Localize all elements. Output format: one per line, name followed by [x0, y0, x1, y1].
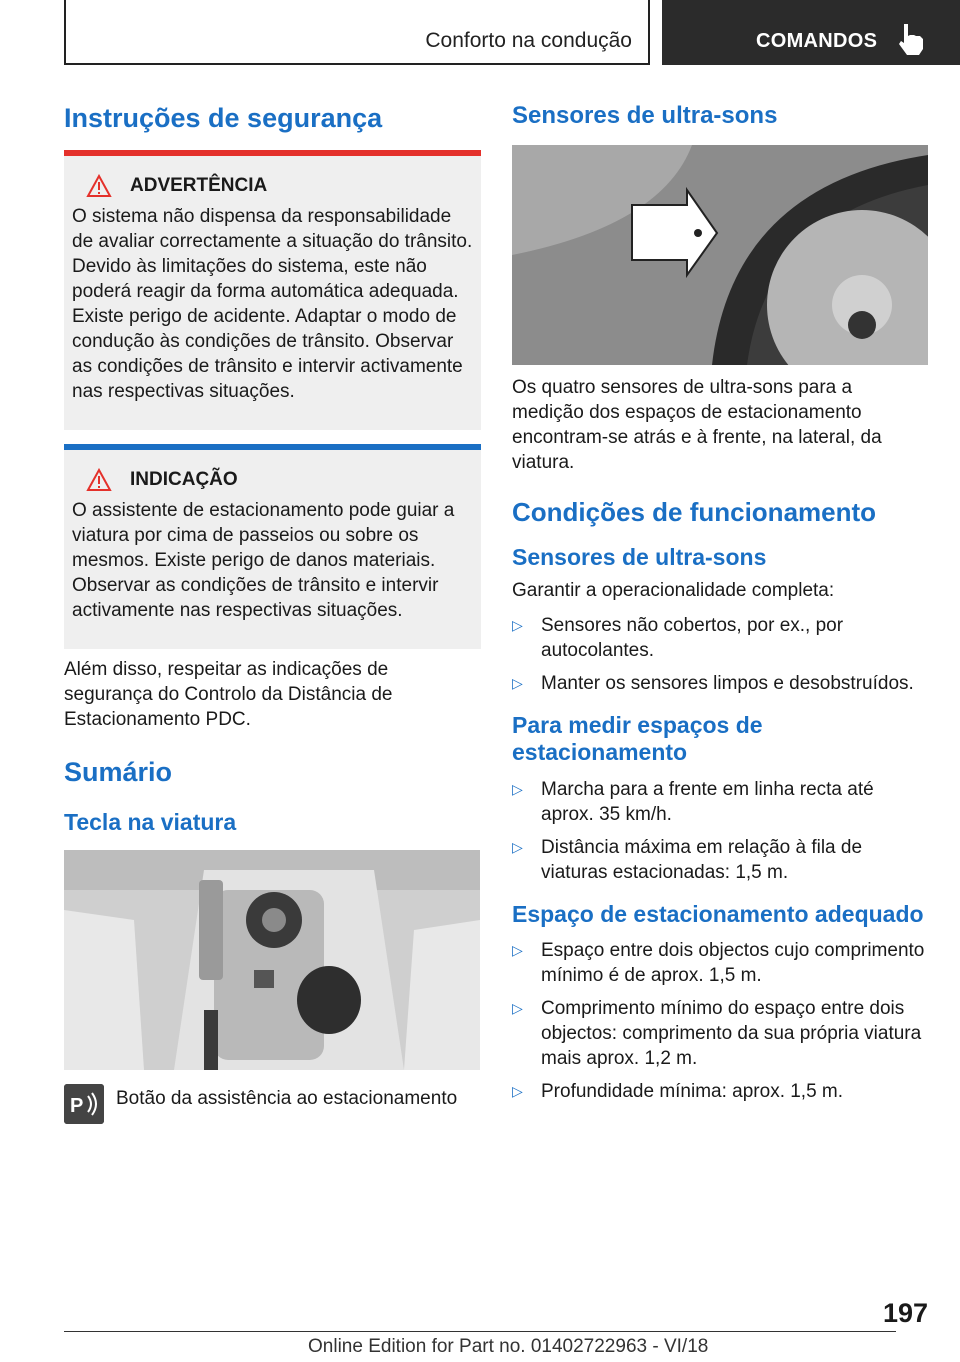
sensors-description: Os quatro sensores de ultra-sons para a medição dos espaços de estacionamento encontram-se atrás e à frente, na lateral, da viatura. — [512, 376, 882, 473]
ultrasonic-sensor-photo — [512, 145, 928, 365]
note-text: O assistente de estacionamento pode guiar a viatura por cima de passeios ou sobre os mesmos. Existe perigo de danos materiais. Observar as condições de trânsito e intervir activamente nas respectivas situações. — [72, 500, 455, 622]
note-header — [86, 468, 473, 492]
warning-triangle-icon — [86, 468, 112, 492]
page-number: 197 — [882, 1298, 928, 1328]
list-item: ▷ Espaço entre dois objectos cujo comprimento mínimo é de aprox. 1,5 m. — [512, 938, 928, 988]
ensure-list — [512, 613, 928, 696]
warning-header — [86, 174, 473, 198]
safety-title: Instruções de segurança — [64, 103, 383, 133]
measure-list — [512, 777, 928, 885]
center-console-photo — [64, 850, 480, 1070]
edition-text: Online Edition for Part no. 01402722963 - VI/18 — [308, 1336, 709, 1357]
header-chapter-title: COMANDOS — [756, 30, 878, 52]
list-item: ▷ Sensores não cobertos, por ex., por autocolantes. — [512, 613, 928, 663]
list-item: ▷ Profundidade mínima: aprox. 1,5 m. — [512, 1079, 928, 1104]
key-title: Tecla na viatura — [64, 808, 237, 835]
conditions-title: Condições de funcionamento — [512, 496, 877, 527]
sensors-subtitle: Sensores de ultra-sons — [512, 543, 767, 570]
warning-box — [64, 150, 481, 430]
space-title: Espaço de estacionamento adequado — [512, 900, 924, 927]
list-item: ▷ Comprimento mínimo do espaço entre dois objectos: comprimento da sua própria viatura mais aprox. 1,2 m. — [512, 996, 928, 1071]
right-column — [512, 96, 928, 1112]
svg-text:P: P — [70, 1095, 84, 1118]
warning-text: O sistema não dispensa da responsabilidade de avaliar correctamente a situação do trânsito. Devido às limitações do sistema, este não poderá reagir da forma automática adequada. Existe perigo de acidente. Adaptar o modo de condução às condições de trânsito. Observar as condições de trânsito e intervir activamente nas respectivas situações. — [72, 206, 473, 403]
parking-assist-button-icon — [64, 1084, 104, 1124]
summary-title: Sumário — [64, 757, 173, 788]
header-section-box — [64, 0, 650, 65]
list-item: ▷ Marcha para a frente em linha recta até aprox. 35 km/h. — [512, 777, 928, 827]
parking-assist-button-caption: Botão da assistência ao estacionamento — [116, 1088, 458, 1110]
list-item: ▷ Distância máxima em relação à fila de viaturas estacionadas: 1,5 m. — [512, 835, 928, 885]
note-label: INDICAÇÃO — [130, 469, 238, 491]
measure-title: Para medir espaços de estacionamento — [512, 711, 763, 766]
ensure-text: Garantir a operacionalidade completa: — [512, 579, 835, 601]
footer-rule — [64, 1331, 896, 1332]
additional-safety-text: Além disso, respeitar as indicações de segurança do Controlo da Distância de Estacionamento PDC. — [64, 659, 393, 731]
warning-label: ADVERTÊNCIA — [130, 175, 268, 197]
list-item: ▷ Manter os sensores limpos e desobstruídos. — [512, 671, 928, 696]
pointing-hand-icon — [894, 22, 926, 56]
parking-assist-button-row — [64, 1084, 481, 1124]
note-box — [64, 444, 481, 649]
sensors-title: Sensores de ultra-sons — [512, 102, 778, 129]
warning-triangle-icon — [86, 174, 112, 198]
space-list — [512, 938, 928, 1104]
header-section-title: Conforto na condução — [425, 29, 632, 52]
left-column — [64, 96, 481, 1124]
header-chapter-box — [662, 0, 960, 65]
